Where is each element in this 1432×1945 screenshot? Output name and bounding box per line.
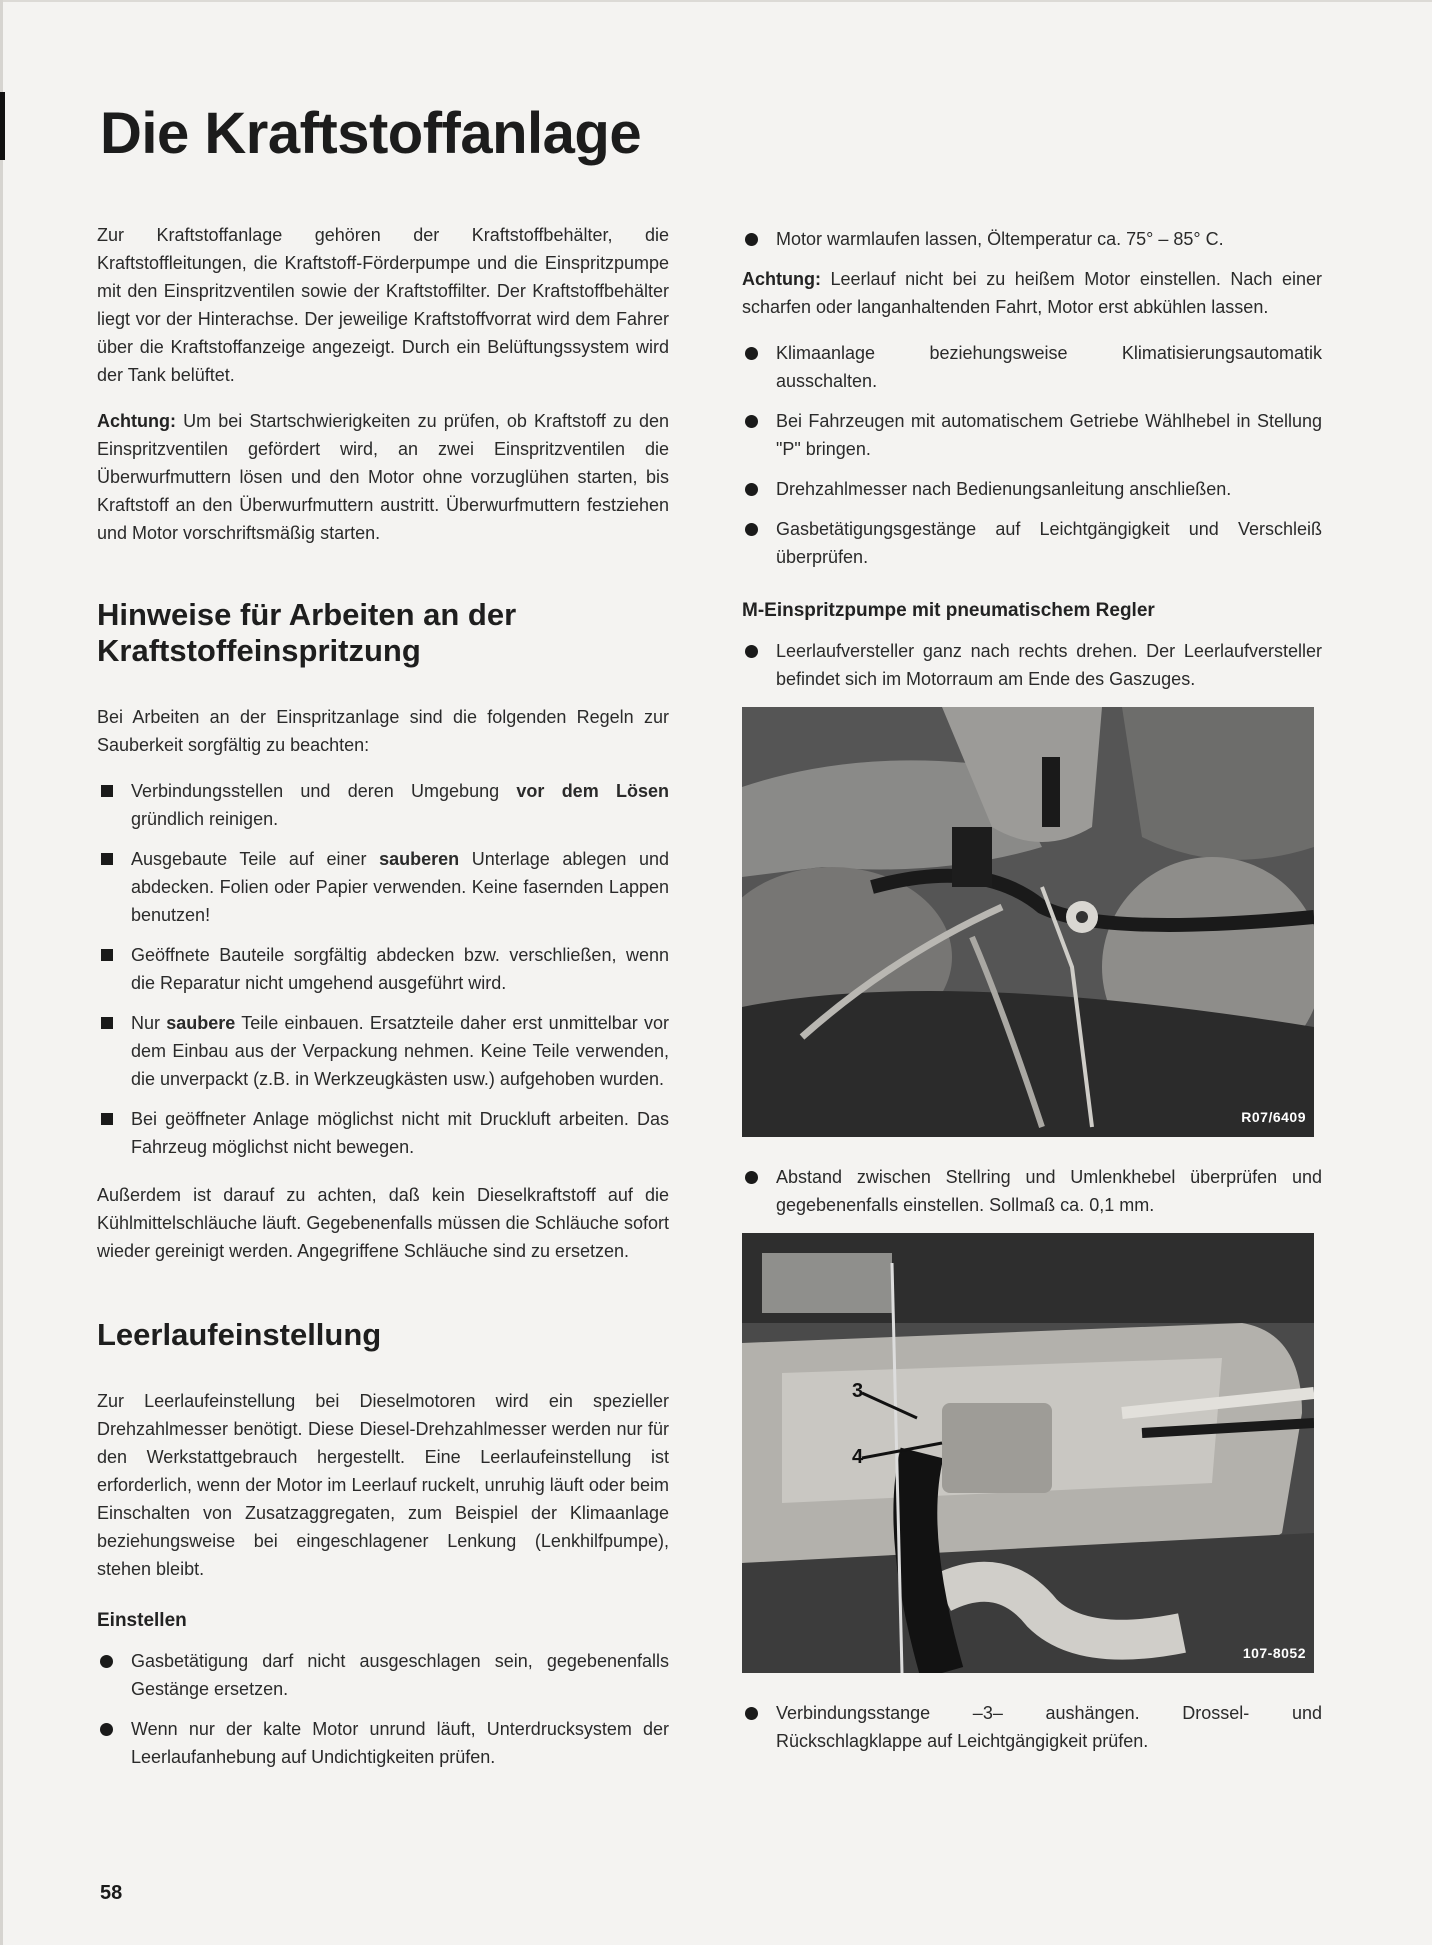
engine-photo-1-image bbox=[742, 707, 1314, 1137]
photo-2-code: 107-8052 bbox=[1242, 1645, 1306, 1661]
list-item: Leerlaufversteller ganz nach rechts drehen. Der Leerlaufversteller befindet sich im Motorraum am Ende des Gaszuges. bbox=[742, 637, 1322, 693]
list-item: Bei geöffneter Anlage möglichst nicht mit Druckluft arbeiten. Das Fahrzeug möglichst nicht bewegen. bbox=[97, 1105, 669, 1161]
list-item: Verbindungsstange –3– aushängen. Drossel- und Rückschlagklappe auf Leichtgängigkeit prüfen. bbox=[742, 1699, 1322, 1755]
engine-photo-1 bbox=[742, 707, 1314, 1137]
list-item: Nur saubere Teile einbauen. Ersatzteile daher erst unmittelbar vor dem Einbau aus der Verpackung nehmen. Keine Teile verwenden, die unverpackt (z.B. in Werkzeugkästen usw.) aufgehoben wurden. bbox=[97, 1009, 669, 1093]
list-item: Drehzahlmesser nach Bedienungsanleitung anschließen. bbox=[742, 475, 1322, 503]
einstellen-heading: Einstellen bbox=[97, 1610, 187, 1631]
page-edge-left bbox=[0, 0, 3, 1945]
list-item: Verbindungsstellen und deren Umgebung vor dem Lösen gründlich reinigen. bbox=[97, 777, 669, 833]
leerlauf-heading: Leerlaufeinstellung bbox=[97, 1317, 382, 1352]
achtung-label: Achtung: bbox=[742, 269, 821, 289]
achtung-text: Um bei Startschwierigkeiten zu prüfen, ob Kraftstoff zu den Einspritzventilen gefördert wird, an zwei Einspritzventilen die Überwurfmuttern lösen und den Motor ohne vorzuglühen starten, bis Kraftstoff an den Überwurfmuttern austritt. Überwurfmuttern festziehen und Motor vorschriftsmäßig starten. bbox=[97, 411, 669, 543]
preparation-steps-list bbox=[742, 339, 1322, 571]
list-item: Bei Fahrzeugen mit automatischem Getriebe Wählhebel in Stellung "P" bringen. bbox=[742, 407, 1322, 463]
page-edge-top bbox=[0, 0, 1432, 2]
leerlauf-paragraph: Zur Leerlaufeinstellung bei Dieselmotoren wird ein spezieller Drehzahlmesser benötigt. Diese Diesel-Drehzahlmesser werden nur für den Werkstattgebrauch hergestellt. Eine Leerlaufeinstellung ist erforderlich, wenn der Motor im Leerlauf ruckelt, unruhig läuft oder beim Einschalten von Zusatzaggregaten, zum Beispiel der Klimaanlage beziehungsweise bei eingeschlagener Lenkung (Lenkhilfpumpe), stehen bleibt. bbox=[97, 1391, 669, 1579]
right-column bbox=[742, 221, 1322, 1767]
list-item: Geöffnete Bauteile sorgfältig abdecken bzw. verschließen, wenn die Reparatur nicht umgehend ausgeführt wird. bbox=[97, 941, 669, 997]
photo-2-callout-3: 3 bbox=[852, 1380, 864, 1402]
einstellen-list bbox=[97, 1647, 669, 1771]
photo-1-code: R07/6409 bbox=[1241, 1109, 1306, 1125]
achtung-label: Achtung: bbox=[97, 411, 176, 431]
page-title: Die Kraftstoffanlage bbox=[100, 101, 642, 166]
achtung-paragraph bbox=[97, 407, 669, 547]
binding-mark bbox=[0, 92, 5, 160]
photo-2-steps-list bbox=[742, 1699, 1322, 1755]
list-item: Klimaanlage beziehungsweise Klimatisierungsautomatik ausschalten. bbox=[742, 339, 1322, 395]
photo-2-callout-4: 4 bbox=[852, 1446, 864, 1468]
page-number: 58 bbox=[100, 1882, 123, 1904]
hinweise-heading: Hinweise für Arbeiten an der Kraftstoffeinspritzung bbox=[97, 597, 517, 668]
achtung-text: Leerlauf nicht bei zu heißem Motor einstellen. Nach einer scharfen oder langanhaltenden Fahrt, Motor erst abkühlen lassen. bbox=[742, 269, 1322, 317]
pump-heading: M-Einspritzpumpe mit pneumatischem Regler bbox=[742, 600, 1155, 621]
right-achtung-paragraph bbox=[742, 265, 1322, 321]
left-column bbox=[97, 221, 669, 1783]
warmup-list bbox=[742, 225, 1322, 253]
photo-1-steps-list bbox=[742, 1163, 1322, 1219]
engine-photo-2 bbox=[742, 1233, 1314, 1673]
list-item: Gasbetätigung darf nicht ausgeschlagen sein, gegebenenfalls Gestänge ersetzen. bbox=[97, 1647, 669, 1703]
hinweise-intro: Bei Arbeiten an der Einspritzanlage sind die folgenden Regeln zur Sauberkeit sorgfältig zu beachten: bbox=[97, 707, 669, 755]
list-item: Abstand zwischen Stellring und Umlenkhebel überprüfen und gegebenenfalls einstellen. Sollmaß ca. 0,1 mm. bbox=[742, 1163, 1322, 1219]
diesel-note: Außerdem ist darauf zu achten, daß kein Dieselkraftstoff auf die Kühlmittelschläuche läuft. Gegebenenfalls müssen die Schläuche sofort wieder gereinigt werden. Angegriffene Schläuche sind zu ersetzen. bbox=[97, 1185, 669, 1261]
cleanliness-rules-list bbox=[97, 777, 669, 1161]
intro-paragraph: Zur Kraftstoffanlage gehören der Kraftstoffbehälter, die Kraftstoffleitungen, die Kraftstoff-Förderpumpe und die Einspritzpumpe mit den Einspritzventilen sowie der Kraftstoffilter. Der Kraftstoffbehälter liegt vor der Hinterachse. Der jeweilige Kraftstoffvorrat wird dem Fahrer über die Kraftstoffanzeige angezeigt. Durch ein Belüftungssystem wird der Tank belüftet. bbox=[97, 225, 669, 385]
list-item: Wenn nur der kalte Motor unrund läuft, Unterdrucksystem der Leerlaufanhebung auf Undichtigkeiten prüfen. bbox=[97, 1715, 669, 1771]
engine-photo-2-image bbox=[742, 1233, 1314, 1673]
list-item: Gasbetätigungsgestänge auf Leichtgängigkeit und Verschleiß überprüfen. bbox=[742, 515, 1322, 571]
list-item: Motor warmlaufen lassen, Öltemperatur ca. 75° – 85° C. bbox=[742, 225, 1322, 253]
pump-steps-list bbox=[742, 637, 1322, 693]
list-item: Ausgebaute Teile auf einer sauberen Unterlage ablegen und abdecken. Folien oder Papier verwenden. Keine fasernden Lappen benutzen! bbox=[97, 845, 669, 929]
